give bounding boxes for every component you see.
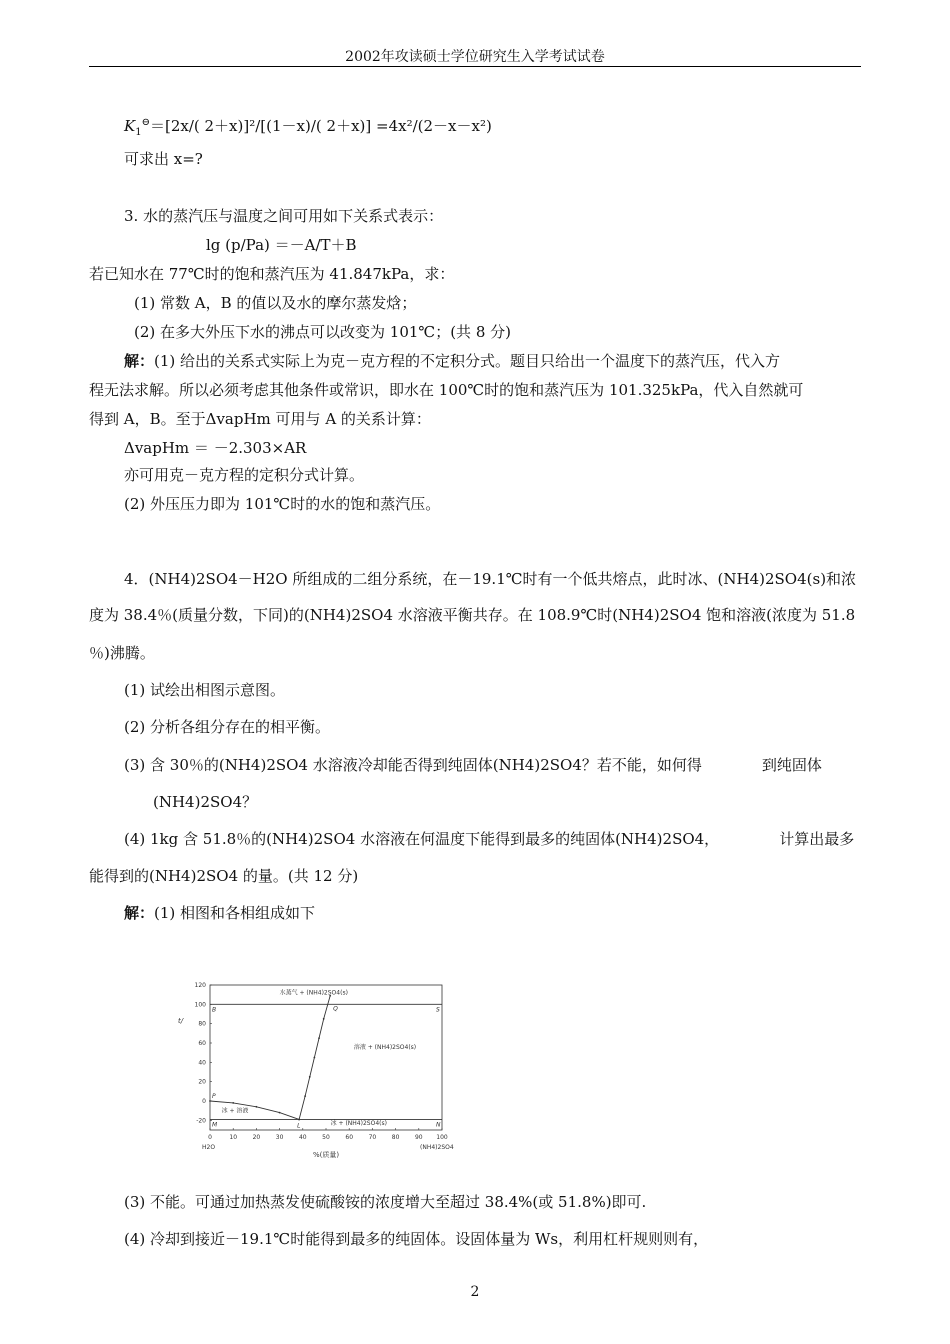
q4-text-line-2: 度为 38.4％(质量分数，下同)的(NH4)2SO4 水溶液平衡共存。在 108.9℃时(NH4)2SO4 饱和溶液(浓度为 51.8 [89,606,856,624]
q3-intro: 3. 水的蒸汽压与温度之间可用如下关系式表示： [124,207,444,225]
y-tick-label: 100 [194,1001,206,1009]
y-tick-label: 120 [194,982,206,989]
data-point [232,1102,234,1104]
point-label-Q: Q [333,1005,338,1013]
q4-solution-3: (3) 不能。可通过加热蒸发使硫酸铵的浓度增大至超过 38.4%(或 51.8%)即可. [124,1193,647,1211]
equilibrium-constant-equation: $K_1^⊖=[2x/$( 2＋x)]²/[(1－x)/( 2＋x)] =4x²/(2－x－x²) [124,117,492,138]
x-tick-label: 30 [275,1134,284,1141]
x-tick-label: 80 [391,1134,400,1141]
x-tick-label: 100 [436,1134,448,1141]
q3-subquestion-2: (2) 在多大外压下水的沸点可以改变为 101℃；(共 8 分) [134,323,511,341]
x-axis-label: %(质量) [312,1151,340,1159]
data-point [323,1018,325,1020]
point-label-B: B [212,1006,217,1014]
point-label-S: S [436,1006,440,1014]
point-label-L: L [297,1122,301,1130]
point-label-M: M [212,1121,218,1129]
x-tick-label: 70 [368,1134,377,1141]
x-tick-label: 90 [414,1134,423,1141]
x-tick-label: 0 [208,1134,212,1141]
phase-diagram [170,975,480,1160]
x-end-label-left: H2O [202,1144,216,1151]
x-tick-label: 20 [252,1134,261,1141]
x-end-label-right: (NH4)2SO4 [420,1144,454,1151]
q3-solution-line-1: 解：(1) 给出的关系式实际上为克－克方程的不定积分式。题目只给出一个温度下的蒸汽压，代入方 [124,352,781,370]
q4-subquestion-4-cont: 能得到的(NH4)2SO4 的量。(共 12 分) [89,867,359,885]
q3-given: 若已知水在 77℃时的饱和蒸汽压为 41.847kPa，求： [89,265,455,283]
q4-subquestion-1: (1) 试绘出相图示意图。 [124,681,286,699]
labels-layer [178,989,454,1159]
point-label-N: N [436,1121,441,1129]
series-layer [209,995,442,1121]
y-tick-label: 80 [198,1020,206,1028]
q4-solution-1: 解：(1) 相图和各相组成如下 [124,904,316,922]
point-label-P: P [212,1093,216,1100]
x-tick-label: 10 [229,1134,238,1141]
y-tick-label: -20 [196,1117,206,1125]
region-label-left: 冰 + 溶液 [221,1107,249,1115]
y-tick-label: 20 [198,1078,206,1086]
q3-solution-line-3: 得到 A，B。至于ΔvapHm 可用与 A 的关系计算： [89,410,431,428]
page-number: 2 [470,1284,480,1300]
data-point [314,1057,316,1059]
data-point [309,1076,311,1078]
q3-formula: lg (p/Pa) ＝－A/T＋B [206,236,357,254]
q3-enthalpy-equation: ΔvapHm ＝ －2.303×AR [124,439,307,457]
q4-text-line-1: 4．(NH4)2SO4－H2O 所组成的二组分系统，在－19.1℃时有一个低共熔点，此时冰、(NH4)2SO4(s)和浓 [124,570,857,588]
x-tick-label: 40 [298,1134,307,1141]
q3-solution-line-5: 亦可用克－克方程的定积分式计算。 [124,466,365,484]
region-label-right: 溶液 + (NH4)2SO4(s) [353,1043,417,1051]
q4-subquestion-2: (2) 分析各组分存在的相平衡。 [124,718,331,736]
q4-subquestion-4: (4) 1kg 含 51.8％的(NH4)2SO4 水溶液在何温度下能得到最多的纯固体(NH4)2SO4， 计算出最多 [124,830,855,848]
data-point [256,1106,258,1108]
q2-tail-line: 可求出 x=? [124,150,203,168]
header-rule [89,66,861,67]
data-point [318,1037,320,1039]
y-tick-label: 40 [198,1059,206,1067]
x-tick-label: 50 [322,1134,330,1141]
q3-solution-line-2: 程无法求解。所以必须考虑其他条件或常识，即水在 100℃时的饱和蒸汽压为 101.325kPa，代入自然就可 [89,381,804,399]
region-label-bottom: 冰 + (NH4)2SO4(s) [330,1120,387,1128]
q4-subquestion-3: (3) 含 30％的(NH4)2SO4 水溶液冷却能否得到纯固体(NH4)2SO4？若不能，如何得 到纯固体 [124,756,822,774]
data-point [304,1095,306,1097]
q4-solution-4: (4) 冷却到接近－19.1℃时能得到最多的纯固体。设固体量为 Ws，利用杠杆规则则有， [124,1230,709,1248]
page-header: 2002年攻读硕士学位研究生入学考试试卷 [345,49,605,65]
ticks-layer [195,982,448,1141]
q3-subquestion-1: (1) 常数 A，B 的值以及水的摩尔蒸发焓； [134,294,417,312]
y-tick-label: 0 [202,1098,206,1105]
q3-solution-line-6: (2) 外压压力即为 101℃时的水的饱和蒸汽压。 [124,495,441,513]
y-axis-label: t/ [178,1017,184,1025]
x-tick-label: 60 [345,1134,354,1141]
region-label-top: 水蒸气 + (NH4)2SO4(s) [279,989,348,997]
q4-subquestion-3-cont: (NH4)2SO4？ [153,793,258,811]
q4-text-line-3: ％)沸腾。 [89,644,155,662]
y-tick-label: 60 [198,1040,206,1047]
data-point [279,1112,281,1114]
